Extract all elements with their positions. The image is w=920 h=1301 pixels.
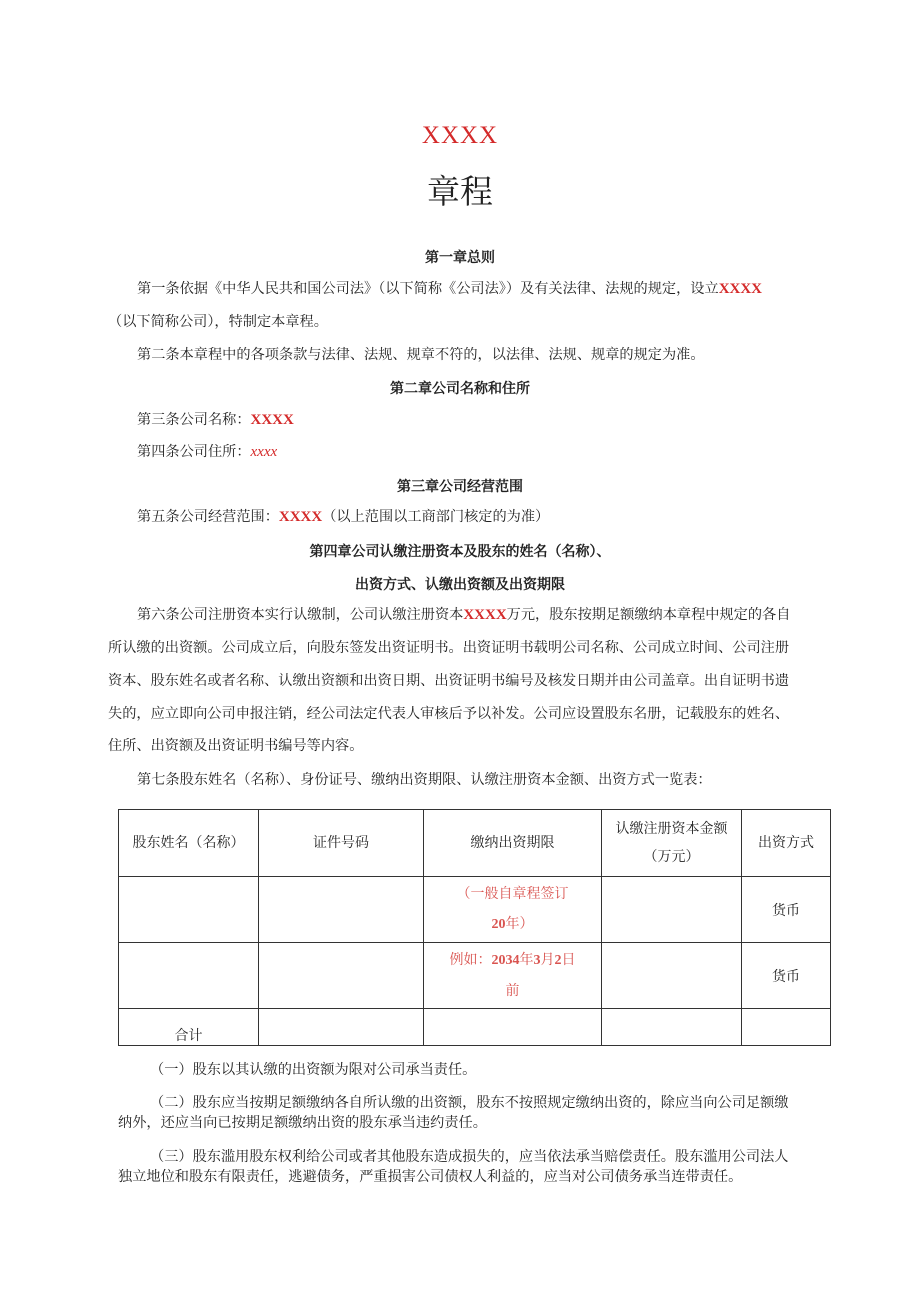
article-6-line-5: 住所、出资额及出资证明书编号等内容。	[108, 738, 364, 754]
row-1-period-line-1: （一般自章程签订	[456, 886, 569, 902]
row-2-period-line-1	[424, 945, 601, 976]
row-1-period-cell	[424, 877, 602, 943]
table-total-row	[119, 1009, 831, 1046]
total-id-cell	[259, 1009, 424, 1046]
total-label-cell	[119, 1009, 259, 1046]
article-5-label: 第五条公司经营范围：	[137, 509, 279, 525]
table-row	[119, 943, 831, 1009]
row-2-period-line-2: 前	[505, 983, 520, 999]
chapter-3-heading: 第三章公司经营范围	[397, 479, 523, 495]
row-2-period-day: 2	[554, 953, 562, 968]
article-4	[137, 442, 277, 462]
article-2: 第二条本章程中的各项条款与法律、法规、规章不符的，以法律、法规、规章的规定为准。	[137, 347, 705, 363]
chapter-4-heading-line-2: 出资方式、认缴出资额及出资期限	[355, 577, 565, 593]
note-2-line-2: 纳外，还应当向已按期足额缴纳出资的股东承当违约责任。	[118, 1115, 487, 1131]
row-2-method-cell: 货币	[742, 943, 831, 1009]
row-1-name-cell	[119, 877, 259, 943]
row-2-day-unit: 日	[561, 952, 576, 968]
row-1-period-line-2	[424, 909, 601, 940]
row-2-period-month: 3	[533, 953, 541, 968]
article-6-line-2: 所认缴的出资额。公司成立后，向股东签发出资证明书。出资证明书载明公司名称、公司成立时间、公司注册	[108, 640, 790, 656]
shareholder-table	[118, 809, 831, 1046]
note-2-line-1: （二）股东应当按期足额缴纳各自所认缴的出资额，股东不按照规定缴纳出资的，除应当向公司足额缴	[150, 1095, 789, 1111]
article-6-line-1	[137, 605, 790, 625]
article-6-capital-placeholder: XXXX	[463, 607, 507, 623]
header-subscribed-capital	[602, 810, 742, 877]
header-payment-period: 缴纳出资期限	[424, 810, 602, 877]
row-2-name-cell	[119, 943, 259, 1009]
article-3-company-name: XXXX	[250, 412, 294, 428]
header-subscribed-capital-label: 认缴注册资本金额	[615, 821, 728, 837]
document-title: 章程	[427, 172, 493, 211]
note-1: （一）股东以其认缴的出资额为限对公司承当责任。	[150, 1062, 477, 1078]
note-3-line-1: （三）股东滥用股东权利给公司或者其他股东造成损失的，应当依法承当赔偿责任。股东滥用公司法人	[150, 1149, 789, 1165]
article-5-note: （以上范围以工商部门核定的为准）	[322, 509, 550, 525]
row-2-id-cell	[259, 943, 424, 1009]
total-label: 合计	[174, 1028, 203, 1044]
table-header-row	[119, 810, 831, 877]
article-7: 第七条股东姓名（名称）、身份证号、缴纳出资期限、认缴注册资本金额、出资方式一览表：	[137, 772, 712, 788]
row-1-id-cell	[259, 877, 424, 943]
article-1-line-1	[137, 279, 762, 299]
article-4-label: 第四条公司住所：	[137, 444, 251, 460]
total-capital-cell	[602, 1009, 742, 1046]
total-method-cell	[742, 1009, 831, 1046]
article-3	[137, 410, 294, 430]
article-6-text-a: 第六条公司注册资本实行认缴制，公司认缴注册资本	[137, 607, 464, 623]
row-2-year-unit: 年	[519, 952, 534, 968]
row-2-period-cell	[424, 943, 602, 1009]
article-5-scope: XXXX	[278, 509, 323, 525]
note-3-line-2: 独立地位和股东有限责任，逃避债务，严重损害公司债权人利益的，应当对公司债务承当连带责任。	[118, 1169, 743, 1185]
row-1-capital-cell	[602, 877, 742, 943]
article-6-line-3: 资本、股东姓名或者名称、认缴出资额和出资日期、出资证明书编号及核发日期并由公司盖章。出自证明书遗	[108, 673, 790, 689]
header-contribution-method: 出资方式	[742, 810, 831, 877]
header-subscribed-capital-unit: （万元）	[643, 849, 700, 865]
row-2-period-prefix: 例如：	[449, 952, 492, 968]
article-5	[137, 507, 549, 527]
row-2-period-year: 2034	[491, 953, 520, 968]
company-name-placeholder: XXXX	[421, 122, 499, 149]
row-2-month-unit: 月	[540, 952, 555, 968]
chapter-2-heading: 第二章公司名称和住所	[390, 381, 530, 397]
row-1-method-cell: 货币	[742, 877, 831, 943]
header-id-number: 证件号码	[259, 810, 424, 877]
table-row	[119, 877, 831, 943]
chapter-4-heading-line-1: 第四章公司认缴注册资本及股东的姓名（名称）、	[309, 544, 611, 560]
article-1-company-placeholder: XXXX	[718, 281, 763, 297]
total-period-cell	[424, 1009, 602, 1046]
chapter-1-heading: 第一章总则	[425, 250, 495, 266]
article-6-text-b: 万元，股东按期足额缴纳本章程中规定的各自	[506, 607, 791, 623]
row-2-capital-cell	[602, 943, 742, 1009]
row-1-period-unit: 年）	[505, 916, 534, 932]
row-1-period-years: 20	[491, 917, 506, 932]
article-3-label: 第三条公司名称：	[137, 412, 251, 428]
article-1-line-2: （以下简称公司），特制定本章程。	[108, 314, 328, 330]
header-shareholder-name: 股东姓名（名称）	[119, 810, 259, 877]
article-6-line-4: 失的，应立即向公司申报注销，经公司法定代表人审核后予以补发。公司应设置股东名册，记载股东的姓名、	[108, 706, 790, 722]
article-4-address: xxxx	[250, 444, 278, 460]
article-1-text: 第一条依据《中华人民共和国公司法》（以下简称《公司法》）及有关法律、法规的规定，设立	[137, 281, 719, 297]
